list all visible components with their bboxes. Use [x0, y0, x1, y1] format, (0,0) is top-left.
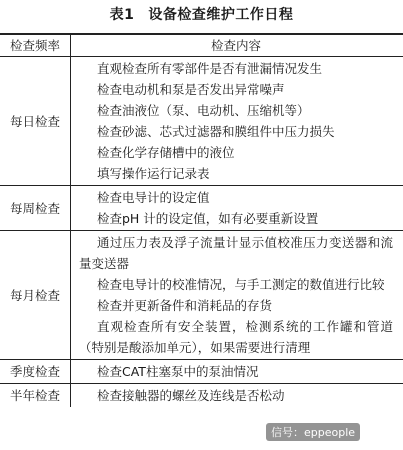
table-number: 表1 [109, 7, 135, 23]
list-item: 检查化学存储槽中的液位 [97, 145, 235, 160]
list-item: 检查砂滤、芯式过滤器和膜组件中压力损失 [97, 124, 335, 139]
maintenance-schedule-table [0, 33, 403, 407]
content-cell [71, 186, 403, 231]
frequency-cell: 每日检查 [0, 57, 71, 186]
list-item: 检查接触器的螺丝及连线是否松动 [97, 388, 285, 403]
list-item: 检查CAT柱塞泵中的泵油情况 [97, 364, 259, 379]
list-item: 检查电导计的设定值 [97, 190, 210, 205]
frequency-cell: 每周检查 [0, 186, 71, 231]
list-item: 填写操作运行记录表 [97, 166, 210, 181]
content-cell [71, 384, 403, 408]
list-item: 检查并更新备件和消耗品的存货 [97, 298, 273, 313]
table-title-text: 设备检查维护工作日程 [148, 7, 294, 23]
content-cell [71, 360, 403, 384]
table-row-semiannual [0, 384, 403, 408]
content-cell [71, 231, 403, 360]
list-item: 检查电导计的校准情况，与手工测定的数值进行比较 [97, 277, 385, 292]
header-row [0, 34, 403, 57]
content-cell [71, 57, 403, 186]
list-item: 检查pH 计的设定值，如有必要重新设置 [97, 211, 319, 226]
table-title [0, 4, 403, 24]
table-row-quarterly [0, 360, 403, 384]
list-item: 直观检查所有零部件是否有泄漏情况发生 [97, 61, 323, 76]
table-row-daily [0, 57, 403, 186]
header-frequency: 检查频率 [0, 34, 71, 57]
list-item: 通过压力表及浮子流量计显示值校准压力变送器和流量变送器 [79, 235, 393, 271]
frequency-cell: 每月检查 [0, 231, 71, 360]
frequency-cell: 季度检查 [0, 360, 71, 384]
list-item: 直观检查所有安全装置，检测系统的工作罐和管道（特别是酸添加单元），如果需要进行清理 [79, 319, 393, 355]
table-row-monthly [0, 231, 403, 360]
list-item: 检查油液位（泵、电动机、压缩机等） [97, 103, 310, 118]
watermark: 信号：eppeople [266, 423, 360, 441]
header-content: 检查内容 [71, 34, 403, 57]
list-item: 检查电动机和泵是否发出异常噪声 [97, 82, 285, 97]
frequency-cell: 半年检查 [0, 384, 71, 408]
table-row-weekly [0, 186, 403, 231]
